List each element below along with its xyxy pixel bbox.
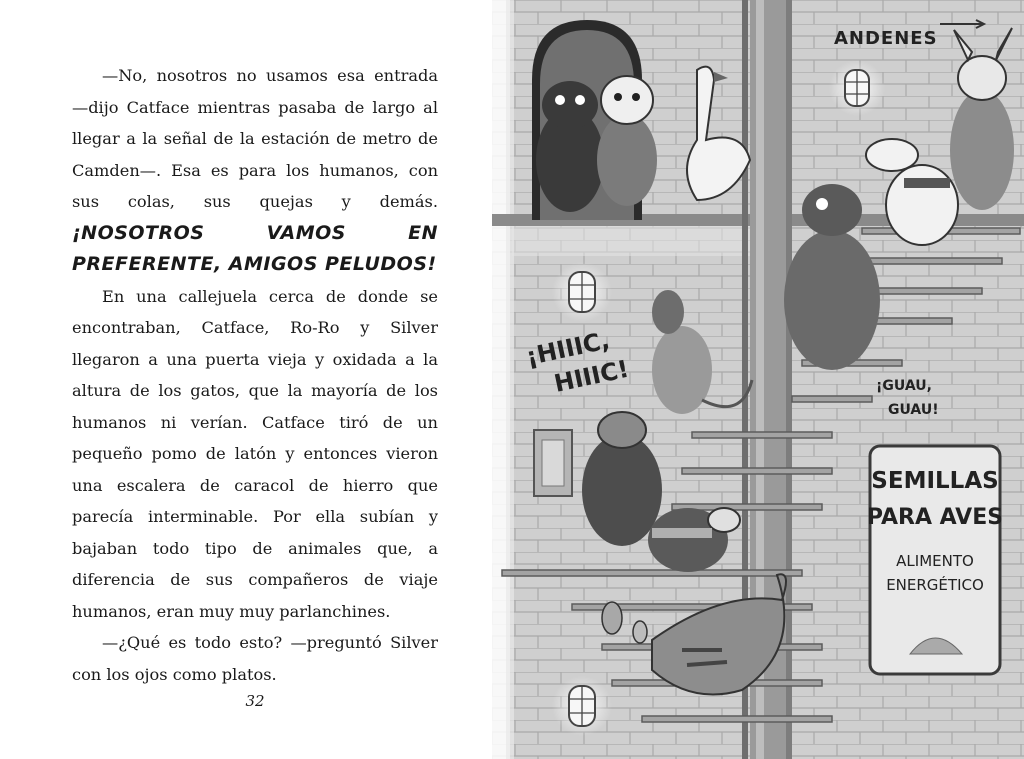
cat-black — [536, 81, 604, 212]
andenes-sign: ANDENES — [834, 28, 938, 49]
body-text — [72, 60, 438, 690]
wall-lamp — [552, 676, 612, 736]
illustration — [492, 0, 1024, 759]
bark-line-1: ¡GUAU, — [876, 378, 932, 394]
paragraph-1 — [72, 60, 438, 281]
wall-lamp — [552, 262, 612, 322]
squeak-line-2: HIIIC! — [551, 354, 632, 398]
page-number: 32 — [245, 692, 265, 710]
paragraph-2: En una callejuela cerca de donde se encontraban, Catface, Ro-Ro y Silver llegaron a una puerta vieja y oxidada a la altura de los gatos, que la mayoría de los humanos ni verían. Catface tiró de un pequeño pomo de latón y entonces vieron una escalera de caracol de hierro que parecía interminable. Por ella subían y bajaban todo tipo de animales que, a diferencia de sus compañeros de viaje humanos, eran muy muy parlanchines. — [72, 286, 438, 621]
poster-subtitle-2: ENERGÉTICO — [886, 576, 984, 594]
left-page — [0, 0, 492, 759]
wall-lamp — [829, 60, 885, 116]
bark-line-2: GUAU! — [888, 402, 939, 418]
paragraph-3: —¿Qué es todo esto? —preguntó Silver con los ojos como platos. — [72, 633, 438, 684]
subway-stairs-illustration — [492, 0, 1024, 759]
poster-title-1: SEMILLAS — [871, 468, 999, 494]
squeak-line-1: ¡HIIIC, — [523, 326, 613, 372]
poster-subtitle-1: ALIMENTO — [896, 552, 974, 570]
paragraph-1-text: —No, nosotros no usamos esa entrada —dijo Catface mientras pasaba de largo al llegar a la señal de la estación de metro de Camden—. Esa es para los humanos, con sus colas, sus quejas y demás. — [72, 66, 438, 211]
cat-white — [597, 76, 657, 206]
shout-text: ¡NOSOTROS VAMOS EN PREFERENTE, AMIGOS PELUDOS! — [72, 221, 438, 275]
poster-title-2: PARA AVES — [866, 505, 1004, 530]
